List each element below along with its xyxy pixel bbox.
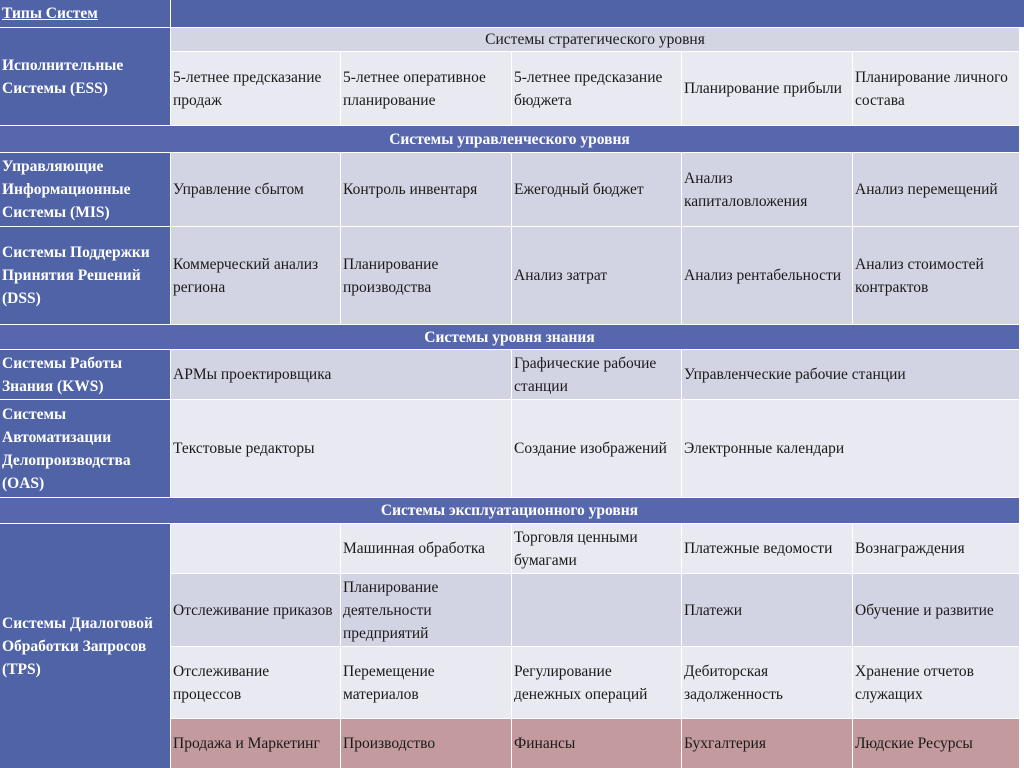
kws-cell-2: Графические рабочие станции xyxy=(512,350,681,399)
kws-cell-3: Управленческие рабочие станции xyxy=(682,350,1019,399)
oas-label: Системы Автоматизации Делопроизводства (OAS) xyxy=(0,400,170,497)
oas-cell-2: Создание изображений xyxy=(512,400,681,497)
tps-row3-cell-5: Хранение отчетов служащих xyxy=(853,647,1019,718)
knowledge-caption: Системы уровня знания xyxy=(0,325,1019,349)
tps-row1-cell-1 xyxy=(171,524,340,573)
tps-row1-cell-3: Торговля ценными бумагами xyxy=(512,524,681,573)
mis-cell-3: Ежегодный бюджет xyxy=(512,153,681,226)
kws-cell-1: АРМы проектировщика xyxy=(171,350,511,399)
footer-cell-2: Производство xyxy=(341,719,511,768)
tps-row2-cell-1: Отслеживание приказов xyxy=(171,574,340,646)
dss-cell-2: Планирование производства xyxy=(341,227,511,324)
dss-cell-3: Анализ затрат xyxy=(512,227,681,324)
kws-label: Системы Работы Знания (KWS) xyxy=(0,350,170,399)
tps-row1-cell-2: Машинная обработка xyxy=(341,524,511,573)
dss-cell-4: Анализ рентабельности xyxy=(682,227,852,324)
header-title: Типы Систем xyxy=(0,0,170,27)
tps-row3-cell-3: Регулирование денежных операций xyxy=(512,647,681,718)
tps-label: Системы Диалоговой Обработки Запросов (TPS) xyxy=(0,524,170,768)
dss-cell-5: Анализ стоимостей контрактов xyxy=(853,227,1019,324)
footer-cell-1: Продажа и Маркетинг xyxy=(171,719,340,768)
mis-cell-2: Контроль инвентаря xyxy=(341,153,511,226)
ess-label: Исполнительные Системы (ESS) xyxy=(0,28,170,125)
tps-row1-cell-5: Вознаграждения xyxy=(853,524,1019,573)
mis-cell-1: Управление сбытом xyxy=(171,153,340,226)
mis-label: Управляющие Информационные Системы (MIS) xyxy=(0,153,170,226)
header-bar xyxy=(171,0,1024,27)
oas-cell-1: Текстовые редакторы xyxy=(171,400,511,497)
ess-cell-5: Планирование личного состава xyxy=(853,52,1019,125)
ess-cell-4: Планирование прибыли xyxy=(682,52,852,125)
footer-cell-5: Людские Ресурсы xyxy=(853,719,1019,768)
ess-cell-1: 5-летнее предсказание продаж xyxy=(171,52,340,125)
dss-label: Системы Поддержки Принятия Решений (DSS) xyxy=(0,227,170,324)
mis-cell-4: Анализ капиталовложения xyxy=(682,153,852,226)
tps-row3-cell-2: Перемещение материалов xyxy=(341,647,511,718)
strategic-caption: Системы стратегического уровня xyxy=(171,28,1019,51)
tps-row2-cell-4: Платежи xyxy=(682,574,852,646)
management-caption: Системы управленческого уровня xyxy=(0,126,1019,152)
tps-row1-cell-4: Платежные ведомости xyxy=(682,524,852,573)
ess-cell-3: 5-летнее предсказание бюджета xyxy=(512,52,681,125)
ess-cell-2: 5-летнее оперативное планирование xyxy=(341,52,511,125)
tps-row3-cell-1: Отслеживание процессов xyxy=(171,647,340,718)
mis-cell-5: Анализ перемещений xyxy=(853,153,1019,226)
operational-caption: Системы эксплуатационного уровня xyxy=(0,498,1019,523)
footer-cell-4: Бухгалтерия xyxy=(682,719,852,768)
tps-row2-cell-5: Обучение и развитие xyxy=(853,574,1019,646)
tps-row2-cell-3 xyxy=(512,574,681,646)
dss-cell-1: Коммерческий анализ региона xyxy=(171,227,340,324)
oas-cell-3: Электронные календари xyxy=(682,400,1019,497)
tps-row2-cell-2: Планирование деятельности предприятий xyxy=(341,574,511,646)
footer-cell-3: Финансы xyxy=(512,719,681,768)
tps-row3-cell-4: Дебиторская задолженность xyxy=(682,647,852,718)
